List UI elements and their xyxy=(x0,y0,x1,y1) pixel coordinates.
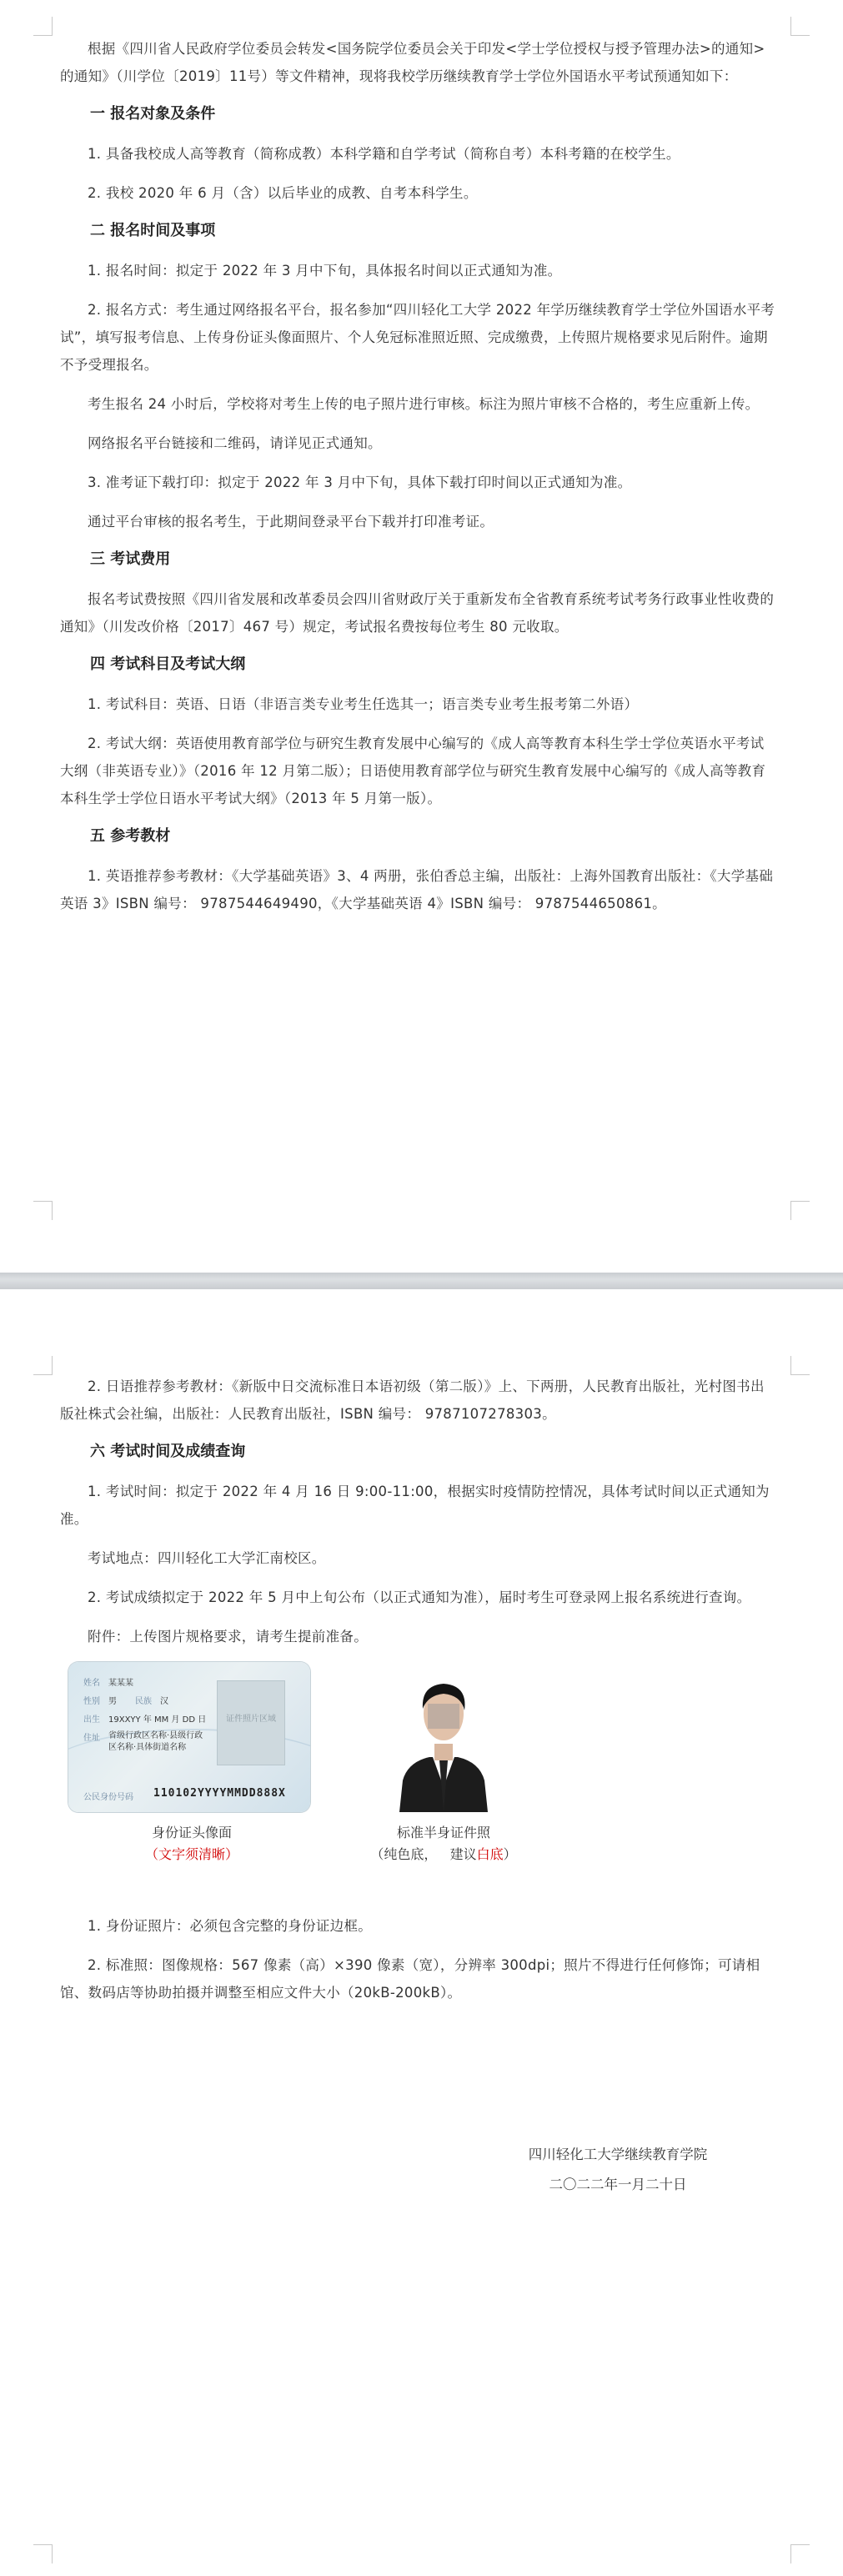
idcard-ethnic-value: 汉 xyxy=(160,1697,168,1706)
idcard-addr-label: 住址 xyxy=(83,1734,100,1743)
section-heading: 一 报名对象及条件 xyxy=(90,105,216,123)
page-corner-mark xyxy=(33,1356,53,1375)
idcard-ethnic-label: 民族 xyxy=(135,1697,152,1706)
idcard-name-label: 姓名 xyxy=(83,1679,100,1688)
portrait-note-part: ） xyxy=(503,1846,517,1862)
idcard-birth-value: 19XXYY 年 MM 月 DD 日 xyxy=(108,1715,207,1725)
section-heading: 三 考试费用 xyxy=(90,550,171,568)
issue-date: 二〇二二年一月二十日 xyxy=(549,2177,687,2192)
idcard-birth-label: 出生 xyxy=(83,1715,100,1725)
attachment-examples xyxy=(60,1662,777,1879)
paragraph: 3. 准考证下载打印：拟定于 2022 年 3 月中下旬，具体下载打印时间以正式通知为准。 xyxy=(88,475,632,490)
paragraph: 考生报名 24 小时后，学校将对考生上传的电子照片进行审核。标注为照片审核不合格的，考生应重新上传。 xyxy=(88,396,760,412)
paragraph: 2. 考试大纲：英语使用教育部学位与研究生教育发展中心编写的《成人高等教育本科生学士学位英语水平考试大纲（非英语专业）》（2016 年 12 月第二版）；日语使用教育部学位与研究生教育发展中心编写的《成人高等教育本科生学士学位日语水平考试大纲》（2013 年 5 月第一版）。 xyxy=(60,736,766,806)
signature-block xyxy=(484,2140,751,2200)
section-heading: 二 报名时间及事项 xyxy=(90,222,216,239)
page-corner-mark xyxy=(33,17,53,36)
paragraph: 2. 报名方式：考生通过网络报名平台，报名参加“四川轻化工大学 2022 年学历继续教育学士学位外国语水平考试”，填写报考信息、上传身份证头像面照片、个人免冠标准照近照、完成缴费，上传照片规格要求见后附件。逾期不予受理报名。 xyxy=(60,302,775,373)
document-page-1 xyxy=(0,0,843,1273)
portrait-note-part: 建议 xyxy=(449,1846,477,1862)
idcard-sex-value: 男 xyxy=(108,1697,117,1706)
paragraph: 2. 日语推荐参考教材：《新版中日交流标准日本语初级（第二版）》上、下两册，人民教育出版社，光村图书出版社株式会社编，出版社：人民教育出版社，ISBN 编号： 9787107278303。 xyxy=(60,1378,765,1422)
paragraph: 1. 具备我校成人高等教育（简称成教）本科学籍和自学考试（简称自考）本科考籍的在校学生。 xyxy=(88,146,680,162)
portrait-caption-note xyxy=(360,1844,527,1865)
paragraph: 1. 考试时间：拟定于 2022 年 4 月 16 日 9:00-11:00，根据实时疫情防控情况，具体考试时间以正式通知为准。 xyxy=(60,1484,770,1527)
page-corner-mark xyxy=(790,17,810,36)
paragraph: 网络报名平台链接和二维码，请详见正式通知。 xyxy=(88,435,382,451)
page-corner-mark xyxy=(33,1201,53,1220)
requirement-item: 1. 身份证照片：必须包含完整的身份证边框。 xyxy=(88,1918,373,1934)
paragraph: 1. 报名时间：拟定于 2022 年 3 月中下旬，具体报名时间以正式通知为准。 xyxy=(88,263,562,279)
idcard-photo-text: 证件照片区域 xyxy=(226,1715,276,1724)
idcard-number-label: 公民身份号码 xyxy=(83,1793,133,1802)
document-page-2 xyxy=(0,1289,843,2576)
intro-paragraph: 根据《四川省人民政府学位委员会转发<国务院学位委员会关于印发<学士学位授权与授予管理办法>的通知>的通知》（川学位〔2019〕11号）等文件精神，现将我校学历继续教育学士学位外国语水平考试预通知如下： xyxy=(60,41,765,84)
paragraph: 附件：上传图片规格要求，请考生提前准备。 xyxy=(88,1629,368,1645)
paragraph: 1. 考试科目：英语、日语（非语言类专业考生任选其一；语言类专业考生报考第二外语） xyxy=(88,696,639,712)
page-2-body xyxy=(60,1373,777,2018)
idcard-photo-area xyxy=(217,1680,285,1765)
portrait-note-white: 白底 xyxy=(476,1846,504,1862)
portrait-example xyxy=(360,1662,527,1865)
portrait-caption: 标准半身证件照 xyxy=(396,1825,490,1840)
requirement-item: 2. 标准照：图像规格：567 像素（高）×390 像素（宽），分辨率 300dpi；照片不得进行任何修饰；可请相馆、数码店等协助拍摄并调整至相应文件大小（20kB-200kB）。 xyxy=(60,1957,760,2001)
idcard-caption-note: （文字须清晰） xyxy=(144,1846,238,1862)
paragraph: 考试地点：四川轻化工大学汇南校区。 xyxy=(88,1550,326,1566)
page-corner-mark xyxy=(790,1201,810,1220)
section-heading: 六 考试时间及成绩查询 xyxy=(90,1443,246,1460)
paragraph: 2. 我校 2020 年 6 月（含）以后毕业的成教、自考本科学生。 xyxy=(88,185,478,201)
page-corner-mark xyxy=(790,1356,810,1375)
page-1-body xyxy=(60,35,777,929)
section-heading: 四 考试科目及考试大纲 xyxy=(90,655,246,673)
paragraph: 1. 英语推荐参考教材：《大学基础英语》3、4 两册，张伯香总主编，出版社：上海外国教育出版社：《大学基础英语 3》ISBN 编号： 9787544649490，《大学基础英语 4》ISBN 编号： 9787544650861。 xyxy=(60,868,774,911)
idcard-image xyxy=(68,1662,310,1812)
section-heading: 五 参考教材 xyxy=(90,827,171,845)
idcard-example xyxy=(68,1662,315,1865)
idcard-caption: 身份证头像面 xyxy=(151,1825,232,1840)
idcard-addr-value: 省级行政区名称·县级行政区名称·具体街道名称 xyxy=(108,1731,203,1752)
issuer-name: 四川轻化工大学继续教育学院 xyxy=(528,2147,708,2162)
page-separator xyxy=(0,1273,843,1289)
person-silhouette-icon xyxy=(398,1662,489,1812)
idcard-sex-label: 性别 xyxy=(83,1697,100,1706)
portrait-image xyxy=(398,1662,489,1812)
paragraph: 报名考试费按照《四川省发展和改革委员会四川省财政厅关于重新发布全省教育系统考试考务行政事业性收费的通知》（川发改价格〔2017〕467 号）规定，考试报名费按每位考生 80 元收取。 xyxy=(60,591,775,635)
idcard-number: 110102YYYYMMDD888X xyxy=(153,1787,286,1800)
paragraph: 通过平台审核的报名考生，于此期间登录平台下载并打印准考证。 xyxy=(88,514,494,530)
idcard-name-value: 某某某 xyxy=(108,1679,133,1688)
page-corner-mark xyxy=(790,2544,810,2563)
portrait-note-part: （纯色底， xyxy=(370,1846,438,1862)
paragraph: 2. 考试成绩拟定于 2022 年 5 月中上旬公布（以正式通知为准），届时考生可登录网上报名系统进行查询。 xyxy=(88,1589,751,1605)
page-corner-mark xyxy=(33,2544,53,2563)
